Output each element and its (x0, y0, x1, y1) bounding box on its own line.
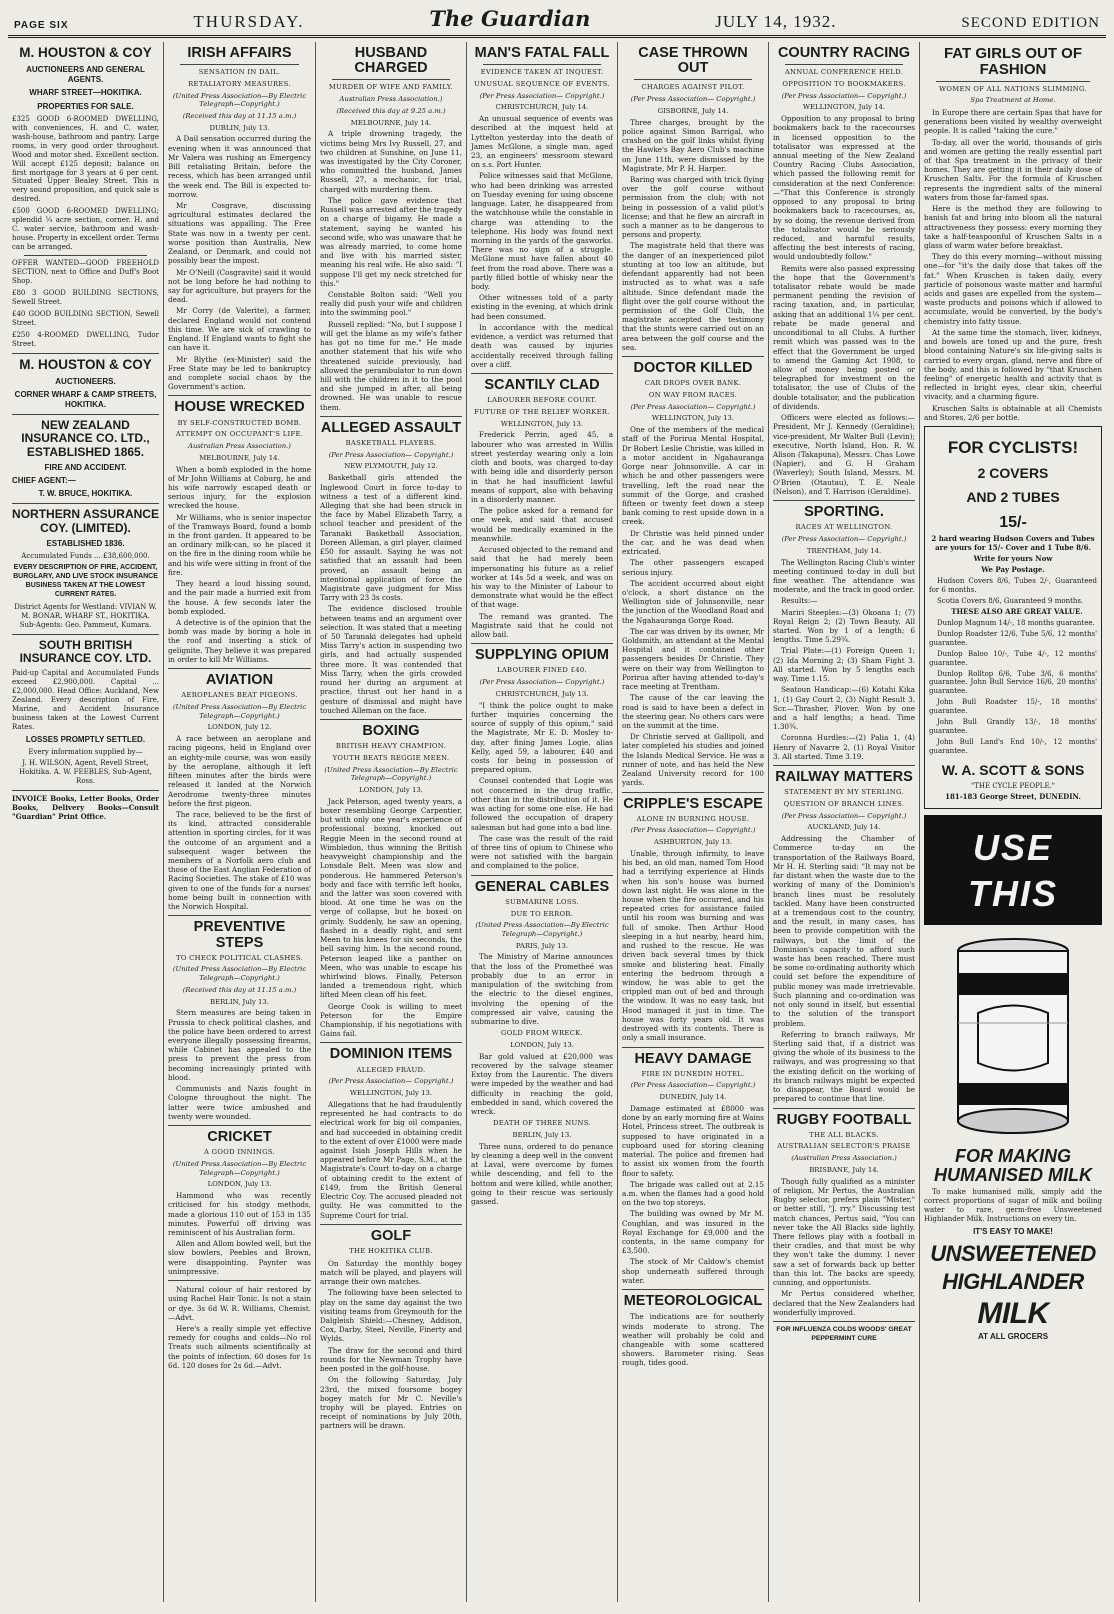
article-paragraph: The police asked for a remand for one week, and said that accused would be medically examined in the meanwhile. (471, 506, 613, 543)
headline-sporting: SPORTING. (804, 504, 884, 521)
article-paragraph: Bar gold valued at £20,000 was recovered by the salvage steamer Extoy from the Laurentic. The divers were impeded by the weather and had difficulty in reaching the gold, embedded in sand, which covered the wreck. (471, 1051, 613, 1116)
article-paragraph: Constable Bolton said: "Well you really did push your wife and children into the swimming pool." (320, 290, 462, 318)
dateline: LONDON, July 13. (510, 1040, 574, 1049)
tyre-price-item: Dunlop Baloo 10/-, Tube 4/-, 12 months' guarantee. (929, 649, 1097, 667)
article-paragraph: Three nuns, ordered to do penance by cleaning a deep well in the convent at Laval, were overcome by fumes while descending, and fell to the bottom and were killed, while another, going to their rescue was seriously gassed. (471, 1141, 613, 1207)
article-paragraph: An unusual sequence of events was described at the inquest held at Lyttelton yesterday into the death of James McGlone, a single man, aged 23, an engineers' messroom steward on s.s. Port Hunter. (471, 114, 613, 170)
divider (785, 64, 903, 65)
column-2 (316, 42, 467, 1602)
column-1 (164, 42, 316, 1602)
milk-ad-brand-line2: HIGHLANDER (942, 1268, 1084, 1294)
milk-ad-headline: FOR MAKING HUMANISED MILK (934, 1146, 1092, 1185)
subheading: YOUTH BEATS REGGIE MEEN. (332, 753, 450, 762)
headline-cripples-escape: CRIPPLE'S ESCAPE (623, 795, 763, 812)
dateline: DUNEDIN, July 14. (659, 1093, 727, 1102)
article-paragraph: The magistrate held that there was the danger of an inexperienced pilot stunting at too low an altitude, but defendant apparently had not been instructed as to what was a safe altitude. Since defendant made the flight over the golf course without the permission of the Golf Club, the magistrate accepted the testimony that the stunts were carried out on an area between the golf course and the sea. (622, 241, 764, 352)
subheading: WOMEN OF ALL NATIONS SLIMMING. (939, 84, 1087, 93)
headline-cricket: CRICKET (207, 1129, 272, 1145)
agent-label: CHIEF AGENT:— (12, 476, 76, 485)
dateline: MELBOURNE, July 14. (199, 453, 280, 462)
subheading: TO CHECK POLITICAL CLASHES. (176, 953, 303, 962)
dateline: NEW PLYMOUTH, July 12. (344, 462, 438, 471)
dateline: MELBOURNE, July 14. (350, 118, 432, 127)
insurance-company-title: NEW ZEALAND INSURANCE CO. LTD., ESTABLISHED 1865. (21, 418, 150, 459)
article-paragraph: The race, believed to be the first of its kind, attracted considerable attention in sporting circles, for it was the outcome of an argument and a subsequent wager between the members of a Norfolk aero club and those of the East Anglian Federation of Racing Societies. The stake of £10 was given to one of the funds for a nurses' home being built in connection with the Norwich Hospital. (168, 809, 311, 912)
tyre-price-item: Dunlop Roadster 12/6, Tube 5/6, 12 months' guarantee. (929, 629, 1097, 647)
article-paragraph: The stock of Mr Caldow's chemist shop underneath suffered through water. (622, 1257, 764, 1285)
headline-irish-affairs: IRISH AFFAIRS (187, 45, 292, 61)
headline-fat-girls: FAT GIRLS OUT OF FASHION (943, 45, 1083, 78)
subheading: LABOURER BEFORE COURT. (487, 396, 597, 405)
subheading: THE HOKITIKA CLUB. (349, 1246, 433, 1255)
headline-boxing: BOXING (362, 723, 420, 739)
subheading: UNUSUAL SEQUENCE OF EVENTS. (474, 79, 610, 88)
cycle-ad-offer: AND 2 TUBES (966, 488, 1060, 505)
tyre-price-item: Hudson Covers 8/6, Tubes 2/-, Guaranteed for 6 months. (929, 576, 1097, 594)
divider (483, 64, 601, 65)
wire-credit: Australian Press Association.) (339, 95, 443, 104)
subheading: SENSATION IN DAIL. (198, 68, 281, 77)
wire-credit: (Per Press Association— Copyright.) (479, 678, 605, 687)
article-paragraph: The brigade was called out at 2.15 a.m. when the flames had a good hold on the two top storeys. (622, 1179, 764, 1208)
milk-tin-illustration (948, 933, 1078, 1143)
article-paragraph: Mr Corry (de Valerite), a farmer, declared England would not contend this time. We are sick of crawling to England. If England wants to fight she can have it. (168, 306, 311, 353)
wire-credit: (Per Press Association— Copyright.) (328, 1077, 454, 1086)
insurance-agents: District Agents for Westland: VIVIAN W. M. BONAR, WHARF ST., HOKITIKA. Sub-Agents: Geo. Pammeut, Kumara. (14, 602, 157, 629)
wire-credit: (Per Press Association— Copyright.) (781, 91, 907, 100)
divider (12, 353, 159, 354)
subheading: DEATH OF THREE NUNS. (493, 1119, 591, 1128)
article-paragraph: On the following Saturday, July 23rd, the mixed foursome bogey bogey match for Mr C. Neville's trophy will be played. Entries on receipt of nominations by July 20th, partners will be drawn. (320, 1375, 462, 1431)
subheading: CAR DROPS OVER BANK. (644, 379, 742, 388)
headline-mans-fatal-fall: MAN'S FATAL FALL (474, 45, 610, 61)
headline-dominion-items: DOMINION ITEMS (329, 1046, 453, 1063)
cycle-ad-title: FOR CYCLISTS! (947, 438, 1079, 458)
tyre-price-item: Scotia Covers 8/6, Guaranteed 9 months. (937, 596, 1084, 605)
column-4 (618, 42, 769, 1602)
wire-credit: (United Press Association—By Electric Telegraph—Copyright.) (172, 1159, 307, 1177)
article-paragraph: Accused objected to the remand and said that he had merely been impersonating his future as a relief worker at 14s 5d a week, and was on his way to the Minister of Labour to demonstrate what would be the effect of that wage. (471, 545, 613, 610)
subheading: STATEMENT BY MY STERLING. (784, 788, 904, 797)
article-paragraph: One of the members of the medical staff of the Porirua Mental Hospital, Dr Robert Leslie Christie, was killed in a motor accident in Ngahauranga Gorge near Johnsonville. A car in which he and other passengers were travelling, left the road near the summit of the Gorge, and crashed fifteen or twenty feet down a steep bank coming to rest upside down in a creek. (622, 425, 764, 527)
subheading: EVIDENCE TAKEN AT INQUEST. (480, 68, 604, 77)
article-paragraph: Baring was charged with trick flying over the golf course without permission from the club; with not being in possession of a valid pilot's license; and that he flew an aircraft in such a manner as to be dangerous to persons and property. (622, 174, 764, 240)
divider (24, 255, 147, 256)
article-paragraph: Hammond who was recently criticised for his stodgy methods, made a glorious 110 out of 153 in 135 minutes. Powerful off driving was reminiscent of his Australian form. (168, 1191, 311, 1237)
article-paragraph: In Europe there are certain Spas that have for generations been visited by wealthy overweight people. It is called "taking the cure." (924, 107, 1102, 136)
wire-credit: Australian Press Association.) (188, 441, 291, 450)
headline-house-wrecked: HOUSE WRECKED (174, 399, 305, 416)
subheading: GOLD FROM WRECK. (501, 1029, 583, 1038)
insurance-company-title: SOUTH BRITISH INSURANCE COY. LTD. (19, 637, 152, 665)
edition-label: SECOND EDITION (961, 14, 1100, 31)
subheading: Spa Treatment at Home. (970, 96, 1056, 105)
article-paragraph: Mr Williams, who is senior inspector of the Tramways Board, found a bomb in the front garden. It appeared to be an ordinary milk-can, so he placed it on the fire in the dining room while he and his wife were sitting in front of the fire. (168, 512, 311, 577)
subheading: CHARGES AGAINST PILOT. (641, 83, 745, 92)
subheading: THE ALL BLACKS. (809, 1130, 879, 1139)
article-paragraph: The cause of the car leaving the road is said to have been a defect in the steering gear. No others cars were on the summit at the time. (622, 693, 764, 730)
subheading: ALLEGED FRAUD. (356, 1065, 426, 1074)
article-paragraph: Addressing the Chamber of Commerce to-day on the transportation of the Railways Board, Mr H. H. Sterling said: "It may not be far distant when the waste due to the working of many of the Dominion's branch lines must be resolutely tackled. Many have been constructed at a tremendous cost to the country, and the result, in many cases, has been to provide competition with the railways, but the limit of the Dominion's capacity to afford such waste has been reached. There must be some co-ordinating authority which could set before the expenditure of public money was made irretrievable. Such planning and co-ordination was not only sound in itself, but essential to the solution of the transport problem. (773, 834, 915, 1028)
race-result: Seatoun Handicap:—(6) Kotahi Kika 1, (1) Gay Court 2, (3) Night Result 3. Scr.—Thrasher, Plover. Won by one and a half lengths; a head. Time 1.30¾. (773, 685, 915, 732)
race-result: Mariri Steeples:—(3) Okoana 1; (7) Royal Reign 2; (2) Town Beauty. All started. Won by 1 of a length; 6 lengths. Time 5.29¾. (773, 607, 915, 645)
divider (634, 79, 752, 80)
article-paragraph: "I think the police ought to make further inquiries concerning the source of supply of this opium," said the Magistrate, Mr E. D. Mosley to-day, after fining James Logie, alias Kelly, aged 59, a labourer, £40 and costs for being in possession of prepared opium. (471, 700, 613, 775)
subheading: OPPOSITION TO BOOKMAKERS. (782, 79, 906, 88)
dateline: CHRISTCHURCH, July 13. (495, 689, 589, 698)
dateline: LONDON, July 13. (359, 785, 423, 794)
subheading: ATTEMPT ON OCCUPANT'S LIFE. (175, 430, 304, 439)
property-listing: £40 GOOD BUILDING SECTION, Sewell Street. (12, 309, 159, 327)
subheading: SUBMARINE LOSS. (505, 897, 579, 906)
insurance-capital: Paid-up Capital and Accumulated Funds exceed £2,900,000. Capital ... £2,000,000. Head Office: Auckland, New Zealand. Every description of Fire, Marine, and Accident Insurance business taken at the Lowest Current Rates. (12, 669, 159, 731)
article-paragraph: Allegations that he had fraudulently represented he had contracts to do electrical work for big oil companies, and had succeeded in obtaining credit to the extent of over £1000 were made against Isiah Joseph Hills when he appeared before Mr Page, S.M., at the Magistrate's Court to-day on a charge of obtaining credit to the extent of £149, from the British General Electric Coy. The accused pleaded not guilty. He was committed to the Supreme Court for trial. (320, 1099, 462, 1220)
article-paragraph: The Ministry of Marine announces that the loss of the Prometheé was probably due to an error in manipulation of the switching from the electric to the diesel engines, involving the opening of the compressed air valve, causing the submarine to dive. (471, 952, 613, 1026)
dateline: CHRISTCHURCH, July 14. (495, 103, 589, 112)
divider (471, 643, 613, 644)
divider (332, 79, 450, 80)
insurance-type: FIRE AND ACCIDENT. (44, 462, 127, 472)
article-paragraph: The Wellington Racing Club's winter meeting continued to-day in dull but fine weather. The attendance was moderate, and the track in good order. (773, 557, 915, 595)
wire-credit: (Per Press Association— Copyright.) (479, 91, 605, 100)
dateline: BERLIN, July 13. (210, 997, 269, 1006)
article-paragraph: A detective is of the opinion that the bomb was made by boring a hole in the roof and inserting a stick of gelignite. They believe it was prepared in order to kill Mr Williams. (168, 618, 311, 664)
headline-case-thrown-out: CASE THROWN OUT (638, 45, 748, 77)
article-paragraph: Mr Pertus considered whether, declared that the New Zealanders had wonderfully improved. (773, 1289, 915, 1317)
info-label: Every information supplied by— (28, 747, 143, 756)
article-paragraph: The building was owned by Mr M. Coughlan, and was insured in the Royal Exchange for £9,000 and the contents, in the same company for £3,500. (622, 1209, 764, 1256)
divider (773, 1108, 915, 1109)
tyre-price-item: John Bull Roadster 15/-, 18 months' guarantee. (929, 698, 1097, 716)
received-note: (Received this day at 9.25 a.m.) (336, 106, 446, 115)
headline-husband-charged: HUSBAND CHARGED (354, 45, 428, 77)
article-paragraph: Results:— (781, 596, 818, 606)
wire-credit: (Per Press Association— Copyright.) (630, 95, 756, 104)
article-paragraph: Three charges, brought by the police against Simon Barrigal, who crashed on the golf links whilst flying the Hawke's Bay Aero Club's machine on June 11th, were dismissed by the Magistrate, Mr P. H. Harper. (622, 117, 764, 173)
property-listing: £325 GOOD 6-ROOMED DWELLING, with conveniences, H. and C. water, wash-house, bathroom and pantry. Large rooms, in very good order throughout. Wood and motor shed. Excellent section. Will accept £125 deposit; balance on first mortgage for 3 years at 6 per cent. Situated Upper Bealey Street. This is very sound proposition, and quick sale is desired. (12, 114, 159, 204)
losses-label: LOSSES PROMPTLY SETTLED. (25, 734, 146, 744)
properties-heading: PROPERTIES FOR SALE. (37, 101, 134, 111)
divider (320, 1224, 462, 1225)
article-paragraph: Communists and Nazis fought in Cologne throughout the night. The latter were twice ambushed and twenty were wounded. (168, 1084, 311, 1121)
divider (168, 1280, 311, 1281)
article-paragraph: The draw for the second and third rounds for the Newman Trophy have been posted in the golf-house. (320, 1345, 462, 1374)
dateline: WELLINGTON, July 13. (651, 414, 735, 423)
headline-preventive-steps: PREVENTIVE STEPS (193, 919, 286, 951)
wire-credit: (United Press Association—By Electric Telegraph—Copyright.) (172, 965, 307, 983)
article-paragraph: Russell replied: "No, but I suppose I will get the blame as my wife's father has got no time for me." He made another statement that his wife who threatened suicide previously, had allowed the perambulator to run down hill with the children in it to the pool and she jumped in after, all being drowned. He was unable to rescue them. (320, 319, 462, 412)
tyre-price-item: Dunlop Magnum 14/-, 18 months guarantee. (937, 618, 1095, 627)
headline-doctor-killed: DOCTOR KILLED (633, 360, 753, 377)
divider (773, 765, 915, 766)
dateline: BRISBANE, July 14. (809, 1165, 879, 1174)
article-paragraph: The accident occurred about eight o'clock, a short distance on the Wellington side of Johnsonville, near the junction of the Woodland Road and the Ngahauranga Gorge Road. (622, 578, 765, 625)
article-paragraph: The evidence disclosed trouble between teams and an argument over selection. It was stated that a meeting of 50 Taranaki delegates had upheld Miss Tarry's action in suspending two girls, and had actually suspended three more. It was contended that Miss Tarry, when the girls crowded round her during an argument at practice, thrust out her hand in a gesture of dismissal and might have touched Alleman on the face. (320, 604, 462, 715)
headline-scantily-clad: SCANTILY CLAD (484, 377, 600, 394)
article-paragraph: The other passengers escaped serious injury. (622, 558, 764, 577)
subheading: A GOOD INNINGS. (204, 1148, 275, 1157)
tyre-price-heading: THESE ALSO ARE GREAT VALUE. (951, 606, 1083, 616)
divider (12, 634, 159, 635)
article-paragraph: Though fully qualified as a minister of religion, Mr Pertus, the Australian Rugby selector, prefers plain "Mister," or better still, "J. rry." Discussing test match chances, Pertus said, "You can never take the All Blacks side lightly. There fellows play with a football in their cradles, and that must be why they won't take the dummy. I never saw a set of forwards back up better than this lot. The backs are speedy, cunning, and opportunists. (773, 1176, 915, 1288)
divider (168, 1125, 311, 1126)
article-paragraph: Kruschen Salts is obtainable at all Chemists and Stores, 2/6 per bottle. (924, 403, 1102, 422)
divider (471, 875, 613, 876)
subheading: RETALIATORY MEASURES. (188, 79, 291, 88)
divider (622, 792, 764, 793)
column-ads-left (8, 42, 164, 1602)
article-paragraph: Police witnesses said that McGlone, who had been drinking was arrested on Tuesday evening for using obscene language. Later, he disappeared from the watchhouse while the constable in charge was attending to the telephone. His body was found next morning in the yards of the gasworks. There was no sign of a struggle. McGlone must have fallen about 40 feet from the road above. There was a partly filled bottle of whisky near the body. (471, 171, 613, 292)
article-paragraph: Frederick Perrin, aged 45, a labourer who was arrested in Willis street yesterday wearing only a loin cloth and boots, was charged to-day with being idle and disorderly person in that he had insufficient lawful means of support, also with behaving in a disorderly manner. (471, 430, 613, 504)
column-ads-right (920, 42, 1106, 1602)
agent-name: T. W. BRUCE, HOKITIKA. (38, 489, 133, 499)
wire-credit: (Per Press Association— Copyright.) (630, 1081, 756, 1090)
wire-credit: (United Press Association—By Electric Telegraph—Copyright.) (324, 765, 458, 783)
divider (320, 719, 462, 720)
article-paragraph: Opposition to any proposal to bring bookmakers back to the racecourses in licensed opposition to the totalisator was expressed at the annual meeting of the New Zealand Country Racing Clubs Association, which passed the following remit for consideration at the next Conference:—"That this Conference is strongly opposed to any proposal to bring bookmakers back to racecourses, as, by so doing, the revenue derived from the totalisator would be seriously reduced, and harmful results, affecting the best interests of racing, would undoubtedly follow." (773, 114, 915, 262)
article-paragraph: They heard a loud hissing sound, and the pair made a hurried exit from the house. A few seconds later the bomb exploded. (168, 579, 311, 616)
divider (12, 414, 159, 415)
article-paragraph: On Saturday the monthly bogey match will be played, and players will arrange their own matches. (320, 1258, 462, 1287)
article-paragraph: A Dail sensation occurred during the evening when it was announced that Mr Valera was rushing an Emergency Bill retaliating Britain, before the recess, which has been arranged until the week end. The Bill is expected to-morrow. (168, 134, 311, 199)
property-wanted: OFFER WANTED—GOOD FREEHOLD SECTION, next to Office and Duff's Boot Shop. (12, 259, 159, 285)
headline-aviation: AVIATION (205, 672, 274, 689)
established-label: ESTABLISHED 1836. (46, 538, 125, 548)
article-paragraph: Officers were elected as follows:—President, Mr J. Kennedy (Geraldine); vice-president, Mr Walter Bull (Levin); executive, North Island, Hon. R. W. Alison (Takapuna), Messrs. Chas Lowe (Napier), and G. H Graham (Waverley); South Island, Messrs. M. O'Brien (Otautau), T. E. Neale (Nelson), and T. Harrison (Geraldine). (773, 413, 915, 496)
article-paragraph: Unable, through infirmity, to leave his bed, an old man, named Tom Hood had a terrifying experience at Hinds when his son's house was burned down last night. He was alone in the house when the fire occurred, and his repeated cries for assistance failed until his room was burning and was full of smoke. Then Arthur Hood sleeping in a hut nearby, heard him, and rushed to the rescue. He was driven back several times by thick smoke and blistering heat. Finally entering the bedroom through a window, he was able to get the crippled man out of bed and through the window. It was no easy task, but Hood managed it just in time. The house was forty years old. It was destroyed with its contents. There is only a small insurance. (622, 848, 764, 1043)
divider (168, 915, 311, 916)
divider (168, 668, 311, 669)
divider (471, 373, 613, 374)
subheading: BY SELF-CONSTRUCTED BOMB. (177, 418, 302, 427)
subheading: MURDER OF WIFE AND FAMILY. (328, 83, 454, 92)
wire-credit: (Per Press Association— Copyright.) (328, 450, 454, 459)
dateline: AUCKLAND, July 14. (807, 823, 881, 832)
wire-credit: (United Press Association—By Electric Telegraph—Copyright.) (172, 91, 307, 109)
cycle-ad-offer: 2 COVERS (977, 464, 1049, 481)
small-advert: Natural colour of hair restored by using Rachel Hair Tonic. Is not a stain or dye. 3s 6d W. R. Williams, Chemist.—Advt. (168, 1285, 311, 1322)
milk-ad-easy: IT'S EASY TO MAKE! (973, 1226, 1053, 1236)
milk-tin-icon (948, 933, 1078, 1143)
article-paragraph: George Cook is willing to meet Peterson for the Empire Championship, if his negotiations with Gains fail. (320, 1001, 462, 1039)
divider (168, 395, 311, 396)
divider (936, 81, 1090, 82)
ad-firm-title: M. HOUSTON & COY (19, 45, 152, 60)
race-result: Trial Plate:—(1) Foreign Queen 1; (2) Ida Morning 2; (3) Sham Fight 3. All started. Won by 5 lengths each way. Time 1.15. (773, 646, 915, 684)
tyre-price-item: John Bull Land's End 10/-, 12 months' guarantee. (929, 738, 1097, 756)
divider (12, 503, 159, 504)
dateline: BERLIN, July 13. (512, 1130, 572, 1139)
newspaper-title: The Guardian (429, 6, 591, 32)
column-3 (467, 42, 618, 1602)
subheading: FIRE IN DUNEDIN HOTEL. (641, 1069, 745, 1078)
received-note: (Received this day at 11.15 a.m.) (182, 111, 297, 120)
received-note: (Received this day at 11.15 a.m.) (182, 985, 297, 994)
ad-firm-title: M. HOUSTON & COY (19, 356, 152, 372)
article-paragraph: The case was the result of the raid of three tins of opium to Chinese who were not satisfied with the bargain and complained to the police. (471, 833, 613, 871)
divider (622, 1047, 764, 1048)
article-paragraph: The following have been selected to play on the same day against the two visiting teams from Greymouth for the Dalgleish Shield:—Chesney, Addison, Cox, Darby, Steel, Neville, Finerty and Wylds. (320, 1288, 462, 1344)
dateline: TRENTHAM, July 14. (806, 546, 882, 555)
ad-firm-subtitle: AUCTIONEERS. (55, 376, 116, 386)
dateline: LONDON, July 13. (207, 1180, 272, 1189)
page-number: PAGE SIX (14, 20, 69, 32)
dateline: LONDON, July 12. (207, 723, 272, 732)
masthead-date: JULY 14, 1932. (715, 12, 837, 32)
printing-ad: INVOICE Books, Letter Books, Order Books, Delivery Books—Consult "Guardian" Print Office. (12, 793, 159, 821)
divider (622, 356, 764, 357)
dateline: GISBORNE, July 14. (657, 106, 729, 115)
subheading: FUTURE OF THE RELIEF WORKER. (474, 407, 610, 416)
milk-ad-stockist: AT ALL GROCERS (977, 1331, 1049, 1341)
milk-ad-instructions: To make humanised milk, simply add the correct proportions of sugar of milk and boiling water to rare, germ-free Unsweetened Highlander Milk. Instructions on every tin. (924, 1187, 1102, 1223)
peppermint-cure-ad: FOR INFLUENZA COLDS WOODS' GREAT PEPPERMINT CURE (776, 1325, 912, 1342)
article-paragraph: Mr Blythe (ex-Minister) said the Free State may be led to bankruptcy and complete social chaos by the Government's action. (168, 354, 311, 392)
subheading: BRITISH HEAVY CHAMPION. (335, 742, 447, 751)
article-paragraph: When a bomb exploded in the home of Mr John Williams at Coburg, he and his wife narrowly escaped death or serious injury, for the explosion wrecked the house. (168, 464, 311, 511)
headline-heavy-damage: HEAVY DAMAGE (634, 1050, 752, 1067)
small-advert: Here's a really simple yet effective remedy for coughs and colds—No rol Treats such ailments scientifically at the points of infection. 60 doses for 1s 6d. 120 doses for 2s 6d.—Advt. (168, 1323, 311, 1370)
article-paragraph: A race between an aeroplane and racing pigeons, held in England over an eighty-mile course, was won easily by the aeroplane, although it left fifteen minutes after the birds were released it landed at the Norwich Aerodrome twenty-three minutes before the first pigeon. (168, 734, 311, 808)
subheading: ANNUAL CONFERENCE HELD. (784, 68, 904, 77)
divider (320, 416, 462, 417)
subheading: LABOURER FINED £40. (497, 666, 587, 675)
ad-firm-address: CORNER WHARF & CAMP STREETS, HOKITIKA. (14, 389, 157, 409)
article-paragraph: The car was driven by its owner, Mr Goldsmith, an attendant at the Mental Hospital and it contained other passengers besides Dr Christie. They were on their way from Wellington to Porirua after having attended to-day's race meeting at Trentham. (622, 626, 764, 692)
headline-golf: GOLF (370, 1227, 412, 1244)
tyre-price-list (929, 577, 1097, 756)
funds-label: Accumulated Funds ... £38,600,000. (21, 552, 150, 561)
column-5 (769, 42, 920, 1602)
cycle-ad-postage: We Pay Postage. (981, 564, 1045, 574)
article-paragraph: Allen and Allom bowled well, but the slow bowlers, Peebles and Brown, were disappointing. Paynter was unimpressive. (168, 1239, 311, 1276)
divider (622, 1289, 764, 1290)
dateline: WELLINGTON, July 13. (349, 1089, 433, 1098)
wire-credit: (Per Press Association— Copyright.) (781, 534, 907, 543)
headline-general-cables: GENERAL CABLES (474, 878, 610, 895)
cycle-ad-tagline: "THE CYCLE PEOPLE." (971, 782, 1055, 790)
article-paragraph: Jack Peterson, aged twenty years, a boxer resembling George Carpentier, but with only one year's experience of professional boxing, knocked out Reggie Meen in the second round at Wimbledon, thus winning the British heavyweight championship and the Lonsdale Belt. Meen was slow and ponderous. He hammered Peterson's body and face with terrific left hooks, and the latter was soon covered with blood. At one time he was on the verge of collapse, but he boxed on grimly. Suddenly, he saw an opening, flashed in a deadly right, and sent Meen to his knees for six seconds, the bell saving him. In the second round, Peterson leaped like a panther on Meen, who was unable to escape his whirlwind blows. Finally, Peterson landed a tremendous right, which lifted Meen clean off his feet. (320, 796, 462, 1000)
headline-meteorological: METEOROLOGICAL (623, 1293, 763, 1310)
article-paragraph: The remand was granted. The Magistrate said that he could not allow bail. (471, 611, 613, 640)
subheading: AEROPLANES BEAT PIGEONS. (181, 691, 298, 700)
headline-supplying-opium: SUPPLYING OPIUM (474, 647, 610, 664)
cycle-ad-desc: 2 hard wearing Hudson Covers and Tubes are yours for 15/- Cover and 1 Tube 8/6. (931, 534, 1095, 553)
dateline: WELLINGTON, July 14. (802, 103, 886, 112)
cycle-ad-company: W. A. SCOTT & SONS (941, 762, 1085, 779)
divider (180, 64, 299, 65)
subheading: ALONE IN BURNING HOUSE. (636, 814, 750, 823)
cycle-ad-cta: Write for yours Now (973, 554, 1053, 564)
wire-credit: (Australian Press Association.) (791, 1154, 897, 1163)
property-listing: £250 4-ROOMED DWELLING, Tudor Street. (12, 330, 159, 348)
article-paragraph: Damage estimated at £8000 was done by an early morning fire at Wains Hotel, Princess street. The outbreak is supposed to have originated in a cupboard used for storing cleaning material. The police and firemen had to assist six women from the fourth floor to safety. (622, 1103, 764, 1178)
subheading: AUSTRALIAN SELECTOR'S PRAISE (777, 1142, 911, 1151)
dateline: PARIS, July 13. (515, 941, 569, 950)
wire-credit: (United Press Association—By Electric Telegraph—Copyright.) (475, 921, 609, 938)
subheading: DUE TO ERROR. (510, 909, 574, 918)
masthead-day: THURSDAY. (193, 12, 305, 32)
property-listing: £80 3 GOOD BUILDING SECTIONS, Sewell Street. (12, 288, 159, 306)
headline-rugby-football: RUGBY FOOTBALL (776, 1111, 912, 1128)
headline-alleged-assault: ALLEGED ASSAULT (320, 419, 462, 436)
property-listing: £500 GOOD 6-ROOMED DWELLING; splendid ¼ acre section, corner. H. and C. water service, bathroom and wash-house. Property in excellent order. Terms can be arranged. (12, 207, 159, 252)
article-paragraph: Dr Christie served at Gallipoli, and later completed his studies and joined the Islands Medical Service. He was a runner of note, and has held the New Zealand University record for 100 yards. (622, 732, 764, 788)
wire-credit: (United Press Association—By Electric Telegraph—Copyright.) (172, 703, 307, 720)
insurance-description: EVERY DESCRIPTION OF FIRE, ACCIDENT, BURGLARY, AND LIVE STOCK INSURANCE BUSINESS TAKEN AT THE LOWEST CURRENT RATES. (13, 564, 158, 598)
cycle-ad (924, 426, 1102, 809)
subheading: QUESTION OF BRANCH LINES. (783, 800, 905, 808)
article-paragraph: To-day, all over the world, thousands of girls and women are getting the really essential part of that Spa treatment in the privacy of their homes. They are getting it in their daily dose of Kruschen Salts. For the formula of Kruschen represents the ingredient salts of the mineral waters from those far-famed spas. (924, 137, 1102, 202)
article-paragraph: In accordance with the medical evidence, a verdict was returned that death was caused by injuries accidentally received through falling over a cliff. (471, 322, 613, 369)
article-paragraph: They do this every morning—without missing one—for "it's the daily dose that takes off the fat." When Kruschen is taken daily, every particle of poisonous waste matter and harmful acids and gases are expelled from the system—waste products and poisons which if allowed to accumulate, would be converted, by the body's chemistry into fatty tissue. (924, 252, 1102, 326)
insurance-company-title: NORTHERN ASSURANCE COY. (LIMITED). (12, 507, 159, 535)
divider (320, 1042, 462, 1043)
ad-firm-address: WHARF STREET—HOKITIKA. (29, 88, 142, 98)
milk-ad-banner: USE THIS (924, 815, 1102, 925)
subheading: RACES AT WELLINGTON. (795, 523, 893, 532)
wire-credit: (Per Press Association— Copyright.) (630, 826, 756, 835)
divider (773, 500, 915, 501)
dateline: WELLINGTON, July 13. (500, 419, 584, 428)
wire-credit: (Per Press Association— Copyright.) (781, 811, 907, 820)
dateline: ASHBURTON, July 13. (653, 838, 733, 847)
ad-firm-subtitle: AUCTIONEERS AND GENERAL AGENTS. (26, 64, 145, 85)
masthead (8, 6, 1106, 38)
headline-railway-matters: RAILWAY MATTERS (775, 769, 913, 786)
article-paragraph: Dr Christie was held pinned under the car, and he was dead when extricated. (622, 528, 764, 557)
article-paragraph: Counsel contended that Logie was not concerned in the drug traffic, other than in the distribution of it. He was acting for some one else. He had followed the occupation of drapery salesman but had gone into a bad line. (471, 776, 613, 832)
article-paragraph: Basketball girls attended the Inglewood Court in force to-day to witness a test of a different kind. Alleging that she had been struck in the face by Mabel Elizabeth Tarry, a school teacher and president of the Taranaki Basketball Association, Doreen Alleman, a girl player, claimed £50 for assault. Saying he was not satisfied that an assault had been proved, an assault being an intentional application of force the Magistrate gave judgment for Miss Tarry with 23 3s costs. (320, 473, 462, 603)
tyre-price-item: John Bull Grandly 13/-, 18 months' guarantee. (929, 718, 1097, 736)
article-paragraph: Mr O'Neill (Cosgravite) said it would not be long before he had nothing to say for agriculture, but prayers for the dead. (168, 267, 311, 305)
subheading: ON WAY FROM RACES. (648, 391, 738, 400)
divider (12, 790, 159, 791)
article-paragraph: A triple drowning tragedy, the victims being Mrs Ivy Russell, 27, and two children at Sunshine, on June 11, was investigated by the City Coroner, who committed the husband, James Russell, 27, a mechanic, for trial, charged with murdering them. (320, 129, 462, 194)
cycle-ad-price: 15/- (999, 513, 1027, 531)
article-paragraph: Stern measures are being taken in Prussia to check political clashes, and the police have been ordered to arrest everyone illegally possessing firearms, while Cabinet has appealed to the press to prevent the press from becoming increasingly printed with blood. (168, 1008, 311, 1082)
milk-ad-brand-line1: UNSWEETENED (930, 1240, 1096, 1266)
article-paragraph: At the same time the stomach, liver, kidneys, and bowels are toned up and the pure, fresh blood containing Nature's six life-giving salts is carried to every organ, gland, nerve and fibre of the body, and this is followed by "that Kruschen feeling" of energetic health and activity that is reflected in bright eyes, clear skin, cheerful vivacity, and a charming figure. (924, 327, 1102, 402)
race-result: Coronna Hurdles:—(2) Palia 1, (4) Henry of Navarre 2, (1) Royal Visitor 3. All started. Time 3.19. (773, 733, 915, 761)
article-paragraph: The police gave evidence that Russell was arrested after the tragedy on a charge of bigamy. He made a statement, saying he wanted his second wife, who was unaware that he was already married, to come home and live with his married sister, meaning his real wife. He also said: "I suppose I'll get my neck stretched for this." (320, 195, 462, 288)
divider (773, 1321, 915, 1322)
tyre-price-item: Dunlop Rolltop 6/6, Tube 3/6, 6 months' guarantee. John Bull Service 16/6, 20 months' guarantee. (929, 669, 1097, 696)
article-paragraph: Here is the method they are following to banish fat and bring into bloom all the natural attractiveness they possess: every morning they take a half-teaspoonful of Kruschen Salts in a glass of warm water before breakfast. (924, 204, 1102, 250)
article-paragraph: Referring to branch railways, Mr Sterling said that, if a district was giving the whole of its business to the railways, and was progressing so that the existing deficit on the working of its branch railways might be expected to disappear, the Board would be prepared to continue that line. (773, 1029, 915, 1104)
wire-credit: (Per Press Association— Copyright.) (630, 402, 756, 411)
subheading: BASKETBALL PLAYERS. (345, 439, 437, 448)
article-paragraph: Mr Cosgrave, discussing agricultural estimates declared the situations was appalling. The Free State was now in a twenty per cent. worse position than Australia, New Zealand, or Denmark, and could not possibly bear the impost. (168, 201, 311, 266)
headline-country-racing: COUNTRY RACING (777, 45, 911, 61)
milk-ad-brand-line3: MILK (977, 1296, 1049, 1330)
dateline: DUBLIN, July 13. (209, 123, 270, 132)
article-paragraph: The indications are for southerly winds moderate to strong. The weather will probably be cold and changeable with some scattered showers. Barometer rising. Seas rough, tides good. (622, 1312, 764, 1368)
cycle-ad-address: 181-183 George Street, DUNEDIN. (945, 791, 1081, 801)
article-paragraph: Other witnesses told of a party existing in the evening, at which drink had been consumed. (471, 293, 613, 321)
insurance-agents: J. H. WILSON, Agent, Revell Street, Hokitika. A. W. FEEBLES, Sub-Agent, Ross. (19, 758, 152, 785)
columns (8, 42, 1106, 1602)
article-paragraph: Remits were also passed expressing the hope that the Government's totalisator rebate would be made permanent pending the revision of racing taxation, and, in particular, asking that an additional 1¼ per cent. rebate be made general and unconditional to all Clubs. A further remit which was passed was to the effect that the Government be urged to amend the Gaming Act 1908, to allow of money being posted or telegraphed for investment on the totalisator, the use of Clubs of the double totalisator, and the publication of dividends. (773, 263, 915, 411)
